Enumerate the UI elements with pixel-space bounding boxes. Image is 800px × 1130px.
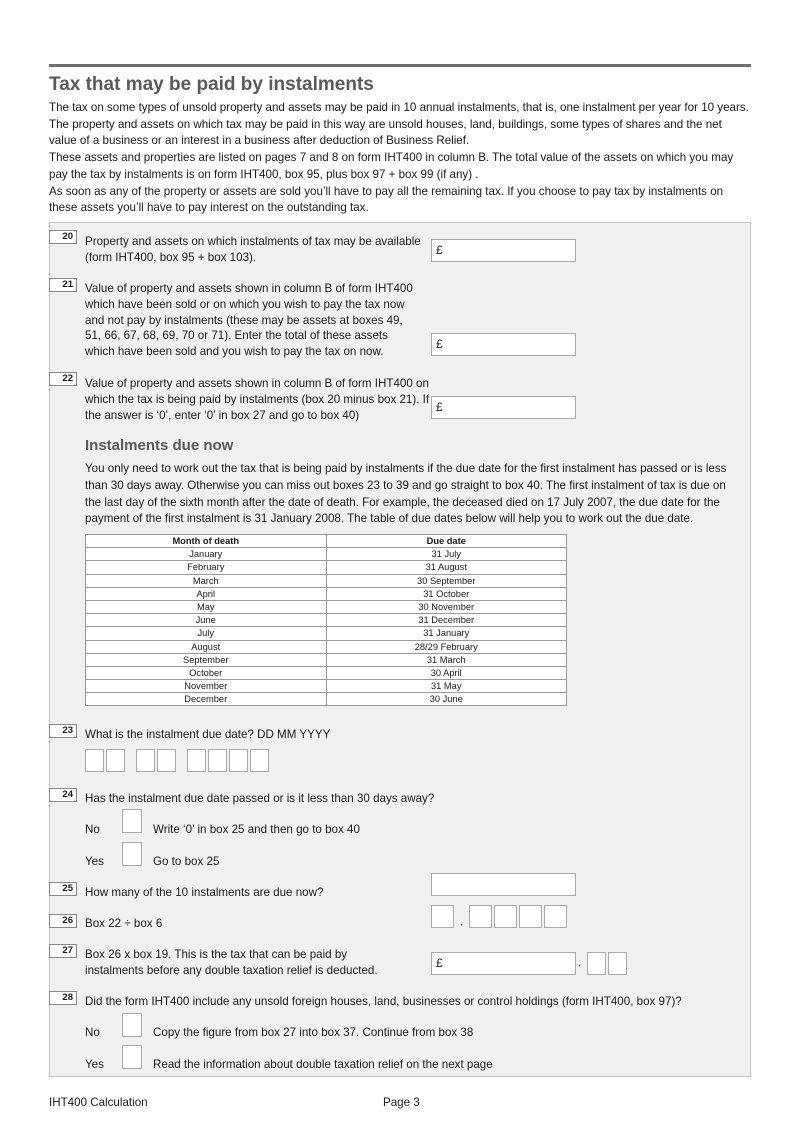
table-row [86, 627, 567, 640]
due-date-cell: 31 July [326, 548, 567, 561]
box-27-pence-digit-1[interactable] [587, 952, 606, 975]
due-date-cell: 31 October [326, 587, 567, 600]
box-26-decimal-digit-3[interactable] [519, 905, 542, 928]
instalments-due-heading: Instalments due now [85, 437, 234, 454]
due-date-cell: 31 December [326, 614, 567, 627]
box-number-25: 25 [49, 882, 77, 896]
intro-paragraph: The tax on some types of unsold property and assets may be paid in 10 annual instalments, that is, one instalment per year for 10 years. The property and assets on which tax may be paid in this way are unsold houses, land, buildings, some types of shares and the net value of a business or an interest in a business after deduction of Business Relief. [49, 101, 749, 148]
due-dates-table [85, 534, 567, 706]
table-row [86, 693, 567, 706]
table-row [86, 680, 567, 693]
table-row [86, 666, 567, 679]
box-26-decimal-digit-4[interactable] [544, 905, 567, 928]
box-24-no-label: No [85, 823, 100, 836]
month-cell: July [86, 627, 327, 640]
month-cell: September [86, 653, 327, 666]
box-number-24: 24 [49, 788, 77, 802]
box-28-question: Did the form IHT400 include any unsold foreign houses, land, businesses or control holdings (form IHT400, box 97)? [85, 995, 682, 1008]
box-20-amount-field[interactable] [431, 239, 576, 262]
pound-sign: £ [436, 956, 443, 970]
box-24-yes-label: Yes [85, 855, 104, 868]
box-24-yes-checkbox[interactable] [122, 842, 142, 866]
date-year-digit-3[interactable] [229, 749, 248, 772]
month-cell: January [86, 548, 327, 561]
column-header: Month of death [86, 535, 327, 548]
box-23-question: What is the instalment due date? DD MM YYYY [85, 728, 331, 741]
box-20-question: Property and assets on which instalments of tax may be available (form IHT400, box 95 + box 103). [85, 235, 421, 264]
box-26-decimal-digit-2[interactable] [494, 905, 517, 928]
box-number-22: 22 [49, 372, 77, 386]
box-number-21: 21 [49, 278, 77, 292]
due-date-cell: 31 March [326, 653, 567, 666]
box-22-amount-field[interactable] [431, 396, 576, 419]
box-28-no-instruction: Copy the figure from box 27 into box 37. Continue from box 38 [153, 1026, 474, 1039]
box-25-question: How many of the 10 instalments are due now? [85, 886, 324, 899]
box-27-amount-field[interactable] [431, 952, 576, 975]
due-date-cell: 30 June [326, 693, 567, 706]
box-26-decimal-digit-1[interactable] [469, 905, 492, 928]
date-year-digit-1[interactable] [187, 749, 206, 772]
date-month-digit-2[interactable] [157, 749, 176, 772]
date-day-digit-2[interactable] [106, 749, 125, 772]
month-cell: June [86, 614, 327, 627]
decimal-point: . [578, 955, 582, 969]
table-row [86, 653, 567, 666]
box-26-whole-digit[interactable] [431, 905, 454, 928]
table-row [86, 548, 567, 561]
month-cell: December [86, 693, 327, 706]
pound-sign: £ [436, 337, 443, 351]
date-month-digit-1[interactable] [136, 749, 155, 772]
column-header: Due date [326, 535, 567, 548]
box-27-question: Box 26 x box 19. This is the tax that can be paid by instalments before any double taxation relief is deducted. [85, 948, 378, 977]
box-27-pence-digit-2[interactable] [608, 952, 627, 975]
intro-paragraph: These assets and properties are listed on pages 7 and 8 on form IHT400 in column B. The total value of the assets on which you may pay the tax by instalments is on form IHT400, box 95, plus box 97 + box 99 (if any) . [49, 151, 734, 181]
page-title: Tax that may be paid by instalments [49, 74, 374, 95]
box-24-yes-instruction: Go to box 25 [153, 855, 220, 868]
due-date-cell: 31 August [326, 561, 567, 574]
table-row [86, 600, 567, 613]
due-date-cell: 30 April [326, 666, 567, 679]
table-row [86, 574, 567, 587]
box-28-yes-checkbox[interactable] [122, 1045, 142, 1069]
date-year-digit-2[interactable] [208, 749, 227, 772]
due-date-cell: 31 January [326, 627, 567, 640]
box-26-question: Box 22 ÷ box 6 [85, 917, 163, 930]
month-cell: August [86, 640, 327, 653]
month-cell: November [86, 680, 327, 693]
footer-page-number: Page 3 [383, 1096, 420, 1109]
month-cell: October [86, 666, 327, 679]
intro-paragraph: As soon as any of the property or assets are sold you’ll have to pay all the remaining tax. If you choose to pay tax by instalments on these assets you’ll have to pay interest on the outstanding tax. [49, 184, 724, 215]
table-row [86, 614, 567, 627]
due-date-cell: 31 May [326, 680, 567, 693]
decimal-point: . [460, 914, 464, 928]
date-day-digit-1[interactable] [85, 749, 104, 772]
box-number-27: 27 [49, 944, 77, 958]
table-row [86, 640, 567, 653]
month-cell: April [86, 587, 327, 600]
box-22-question: Value of property and assets shown in column B of form IHT400 on which the tax is being paid by instalments (box 20 minus box 21). If the answer is ‘0’, enter ‘0’ in box 27 and go to box 40) [85, 377, 430, 422]
box-24-question: Has the instalment due date passed or is it less than 30 days away? [85, 792, 435, 805]
table-row [86, 587, 567, 600]
pound-sign: £ [436, 243, 443, 257]
due-date-cell: 28/29 February [326, 640, 567, 653]
box-21-question: Value of property and assets shown in column B of form IHT400 which have been sold or on which you wish to pay the tax now and not pay by instalments (these may be assets at boxes 49, 51, 66, 67, 68, 69, 70 or 71). Enter the total of these assets which have been sold and you wish to pay the tax on now. [85, 282, 413, 359]
due-date-cell: 30 September [326, 574, 567, 587]
table-header-row [86, 535, 567, 548]
box-24-no-checkbox[interactable] [122, 809, 142, 833]
box-24-no-instruction: Write ‘0’ in box 25 and then go to box 40 [153, 823, 360, 836]
month-cell: March [86, 574, 327, 587]
box-number-20: 20 [49, 230, 77, 244]
top-rule [49, 64, 751, 67]
box-28-yes-label: Yes [85, 1058, 104, 1071]
box-28-no-checkbox[interactable] [122, 1013, 142, 1037]
month-cell: February [86, 561, 327, 574]
box-number-23: 23 [49, 724, 77, 738]
box-25-number-field[interactable] [431, 873, 576, 896]
box-number-26: 26 [49, 914, 77, 928]
box-21-amount-field[interactable] [431, 333, 576, 356]
footer-form-name: IHT400 Calculation [49, 1096, 148, 1109]
box-28-no-label: No [85, 1026, 100, 1039]
intro-text [49, 100, 749, 217]
month-cell: May [86, 600, 327, 613]
box-28-yes-instruction: Read the information about double taxation relief on the next page [153, 1058, 493, 1071]
date-year-digit-4[interactable] [250, 749, 269, 772]
box-number-28: 28 [49, 991, 77, 1005]
pound-sign: £ [436, 400, 443, 414]
due-date-cell: 30 November [326, 600, 567, 613]
table-row [86, 561, 567, 574]
instalments-due-paragraph: You only need to work out the tax that is being paid by instalments if the due date for the first instalment has passed or is less than 30 days away. Otherwise you can miss out boxes 23 to 39 and go straight to box 40. The first instalment of tax is due on the last day of the sixth month after the date of death. For example, the deceased died on 17 July 2007, the due date for the payment of the first instalment is 31 January 2008. The table of due dates below will help you to work out the due date. [85, 462, 727, 526]
